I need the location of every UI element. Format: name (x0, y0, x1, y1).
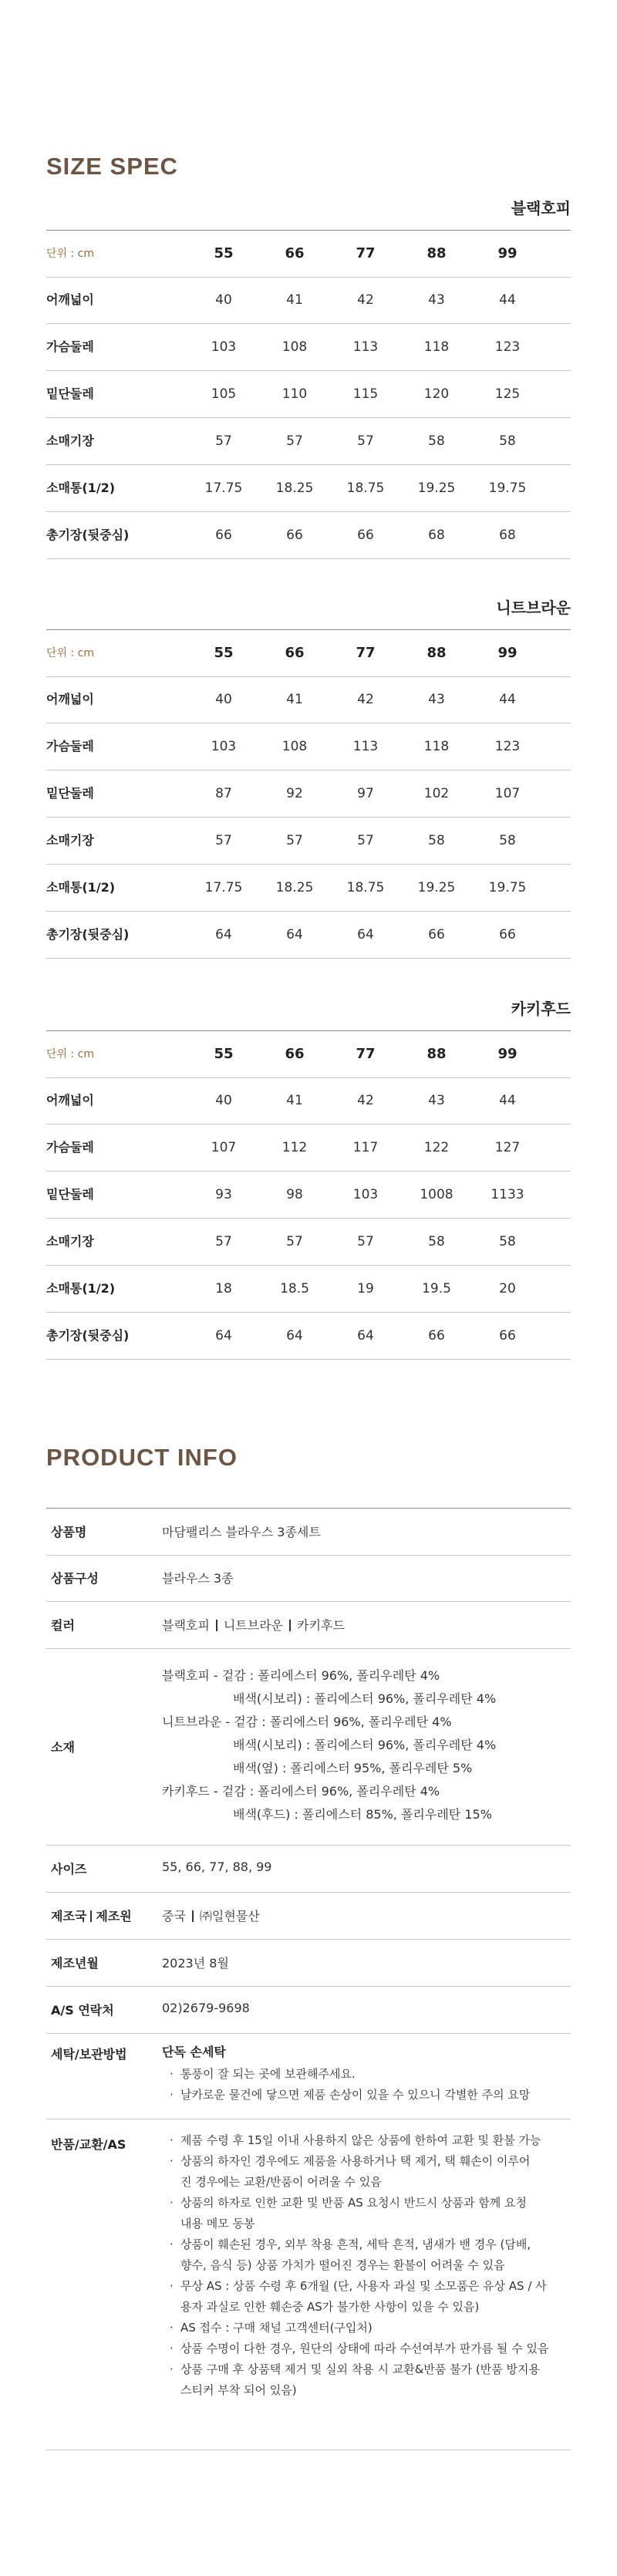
size-value: 58 (499, 433, 516, 449)
return-item (168, 2193, 571, 2234)
size-value: 18 (215, 1281, 232, 1296)
size-column-header: 77 (356, 1046, 376, 1062)
size-value: 122 (423, 1140, 450, 1155)
size-value: 68 (499, 528, 516, 543)
size-value: 64 (215, 1328, 232, 1344)
info-row-maker (46, 1893, 571, 1940)
return-item (168, 2234, 571, 2276)
size-value: 44 (499, 292, 516, 308)
size-value: 105 (211, 386, 237, 402)
manufacture-date: 2023년 8월 (162, 1956, 229, 1971)
info-row-material (46, 1649, 571, 1846)
info-row-return (46, 2119, 571, 2450)
info-row-size (46, 1846, 571, 1893)
size-value: 19.25 (417, 480, 456, 496)
size-value: 18.75 (346, 880, 385, 895)
return-item-line: 향수, 음식 등) 상품 가치가 떨어진 경우는 환불이 어려울 수 있음 (180, 2258, 505, 2272)
product-maker: 중국 ㈜일현물산 (162, 1909, 260, 1924)
product-colors (162, 1616, 571, 1634)
measure-label: 밑단둘레 (46, 386, 94, 401)
size-column-header: 66 (285, 1046, 305, 1062)
care-title: 단독 손세탁 (162, 2045, 226, 2059)
info-label: 상품명 (51, 1525, 87, 1539)
size-value: 19 (357, 1281, 374, 1296)
info-label: 반품/교환/AS (51, 2137, 126, 2152)
size-value: 117 (352, 1140, 379, 1155)
size-value: 18.25 (275, 480, 314, 496)
unit-label: 단위 : cm (46, 1048, 95, 1060)
info-label: 상품구성 (51, 1571, 99, 1586)
measure-label: 가슴둘레 (46, 1140, 94, 1155)
size-value: 115 (352, 386, 379, 402)
separator (216, 1620, 217, 1631)
size-value: 66 (499, 927, 516, 942)
size-value: 57 (286, 433, 303, 449)
info-row-color (46, 1602, 571, 1649)
size-value: 57 (215, 433, 232, 449)
size-value: 66 (215, 528, 232, 543)
return-item-line: · 상품 수명이 다한 경우, 원단의 상태에 따라 수선여부가 판가름 될 수 있음 (180, 2342, 549, 2355)
size-value: 92 (286, 786, 303, 801)
return-item-line: 용자 과실로 인한 훼손중 AS가 불가한 사항이 있을 수 있음) (180, 2300, 480, 2314)
size-value: 98 (286, 1187, 303, 1202)
product-material (162, 1664, 571, 1826)
size-column-header: 99 (497, 245, 518, 261)
size-value: 103 (211, 339, 237, 355)
size-value: 58 (499, 833, 516, 848)
size-value: 19.75 (488, 880, 527, 895)
size-value: 43 (428, 292, 445, 308)
measure-label: 소매통(1/2) (46, 1281, 116, 1296)
size-row (46, 418, 571, 465)
size-table (46, 583, 571, 953)
size-value: 118 (423, 739, 450, 754)
size-value: 41 (286, 1093, 303, 1108)
size-value: 43 (428, 692, 445, 707)
info-label: 사이즈 (51, 1862, 87, 1876)
size-value: 41 (286, 292, 303, 308)
size-column-header: 55 (214, 245, 234, 261)
size-value: 57 (215, 1234, 232, 1249)
size-row (46, 512, 571, 559)
care-method (162, 2041, 571, 2106)
return-item-line: · 상품 구매 후 상품택 제거 및 실외 착용 시 교환&반품 불가 (반품 방지용 (180, 2362, 540, 2376)
size-value: 42 (357, 292, 374, 308)
size-row (46, 865, 571, 912)
size-value: 1008 (420, 1187, 453, 1202)
material-line: 니트브라운 - 겉감 : 폴리에스터 96%, 폴리우레탄 4% (162, 1715, 452, 1729)
size-table (46, 184, 571, 554)
size-value: 66 (428, 927, 445, 942)
size-value: 19.75 (488, 480, 527, 496)
size-value: 102 (423, 786, 450, 801)
measure-label: 어깨넓이 (46, 292, 94, 307)
info-label: 제조국 제조원 (51, 1909, 132, 1924)
size-value: 19.25 (417, 880, 456, 895)
measure-label: 총기장(뒷중심) (46, 927, 130, 942)
size-value: 18.75 (346, 480, 385, 496)
separator (289, 1620, 291, 1631)
return-item-line: 스티커 부착 되어 있음) (180, 2383, 297, 2397)
product-info-title: PRODUCT INFO (46, 1444, 238, 1471)
size-column-header: 88 (427, 245, 447, 261)
size-column-header: 77 (356, 645, 376, 661)
size-column-header: 66 (285, 245, 305, 261)
size-value: 108 (282, 339, 308, 355)
care-item: · 날카로운 물건에 닿으면 제품 손상이 있을 수 있으니 각별한 주의 요망 (168, 2085, 571, 2106)
size-value: 64 (286, 1328, 303, 1344)
size-value: 87 (215, 786, 232, 801)
size-row (46, 1313, 571, 1360)
size-row (46, 1219, 571, 1266)
size-value: 19.5 (422, 1281, 451, 1296)
size-column-header: 99 (497, 1046, 518, 1062)
size-value: 64 (215, 927, 232, 942)
info-label: A/S 연락처 (51, 2003, 114, 2018)
size-table-name: 카키후드 (511, 1000, 571, 1018)
unit-label: 단위 : cm (46, 647, 95, 659)
size-value: 17.75 (204, 480, 243, 496)
size-row (46, 1077, 571, 1124)
return-item-line: · 상품의 하자로 인한 교환 및 반품 AS 요청시 반드시 상품과 함께 요청 (180, 2196, 527, 2210)
size-value: 64 (357, 927, 374, 942)
measure-label: 총기장(뒷중심) (46, 528, 130, 542)
care-item: · 통풍이 잘 되는 곳에 보관해주세요. (168, 2064, 571, 2085)
size-table (46, 984, 571, 1354)
separator (192, 1910, 194, 1922)
product-composition: 블라우스 3종 (162, 1571, 234, 1586)
size-header-row (46, 629, 571, 677)
product-sizes: 55, 66, 77, 88, 99 (162, 1860, 272, 1874)
material-line: 배색(시보리) : 폴리에스터 96%, 폴리우레탄 4% (233, 1738, 497, 1752)
return-item (168, 2276, 571, 2318)
measure-label: 어깨넓이 (46, 1093, 94, 1108)
size-value: 17.75 (204, 880, 243, 895)
size-row (46, 1172, 571, 1219)
color-option: 블랙호피 (162, 1618, 210, 1633)
size-value: 1133 (491, 1187, 524, 1202)
size-table-name: 니트브라운 (496, 598, 571, 617)
measure-label: 소매기장 (46, 833, 94, 848)
return-item-line: · 상품이 훼손된 경우, 외부 착용 흔적, 세탁 흔적, 냄새가 밴 경우 (담배, (180, 2237, 531, 2251)
size-value: 113 (352, 339, 379, 355)
size-value: 66 (499, 1328, 516, 1344)
size-row (46, 723, 571, 770)
info-label: 컬러 (51, 1618, 75, 1633)
size-value: 66 (428, 1328, 445, 1344)
return-item-line: 내용 메모 동봉 (180, 2217, 255, 2230)
size-value: 123 (494, 739, 521, 754)
measure-label: 소매통(1/2) (46, 880, 116, 895)
size-row (46, 912, 571, 959)
return-item (168, 2130, 571, 2151)
size-column-header: 66 (285, 645, 305, 661)
size-value: 40 (215, 1093, 232, 1108)
size-value: 57 (215, 833, 232, 848)
size-value: 103 (211, 739, 237, 754)
measure-label: 밑단둘레 (46, 786, 94, 801)
size-value: 93 (215, 1187, 232, 1202)
measure-label: 어깨넓이 (46, 692, 94, 706)
size-value: 57 (286, 833, 303, 848)
return-item (168, 2318, 571, 2338)
info-row-composition (46, 1555, 571, 1602)
size-value: 44 (499, 1093, 516, 1108)
size-value: 42 (357, 692, 374, 707)
size-value: 68 (428, 528, 445, 543)
size-column-header: 88 (427, 645, 447, 661)
size-column-header: 77 (356, 245, 376, 261)
size-value: 120 (423, 386, 450, 402)
measure-label: 소매기장 (46, 1234, 94, 1249)
size-value: 127 (494, 1140, 521, 1155)
size-value: 125 (494, 386, 521, 402)
measure-label: 총기장(뒷중심) (46, 1328, 130, 1343)
color-option: 카키후드 (297, 1618, 345, 1633)
size-value: 41 (286, 692, 303, 707)
size-column-header: 55 (214, 1046, 234, 1062)
size-row (46, 1124, 571, 1172)
size-value: 42 (357, 1093, 374, 1108)
size-value: 58 (428, 1234, 445, 1249)
size-value: 123 (494, 339, 521, 355)
return-item (168, 2359, 571, 2401)
size-value: 18.5 (280, 1281, 309, 1296)
size-column-header: 55 (214, 645, 234, 661)
info-label: 세탁/보관방법 (51, 2047, 127, 2062)
size-value: 40 (215, 292, 232, 308)
size-value: 57 (286, 1234, 303, 1249)
info-row-as (46, 1987, 571, 2034)
size-row (46, 371, 571, 418)
size-value: 58 (428, 433, 445, 449)
size-row (46, 465, 571, 512)
product-name: 마담팰리스 블라우스 3종세트 (162, 1525, 321, 1539)
return-item-line: · 상품의 하자인 경우에도 제품을 사용하거나 택 제거, 택 훼손이 이루어 (180, 2154, 531, 2168)
material-line: 배색(후드) : 폴리에스터 85%, 폴리우레탄 15% (233, 1807, 492, 1822)
size-value: 40 (215, 692, 232, 707)
size-spec-title: SIZE SPEC (46, 153, 178, 180)
size-value: 108 (282, 739, 308, 754)
size-value: 57 (357, 1234, 374, 1249)
as-phone: 02)2679-9698 (162, 2001, 250, 2015)
return-item (168, 2151, 571, 2193)
size-value: 18.25 (275, 880, 314, 895)
size-value: 110 (282, 386, 308, 402)
material-line: 카키후드 - 겉감 : 폴리에스터 96%, 폴리우레탄 4% (162, 1784, 440, 1799)
color-option: 니트브라운 (223, 1618, 284, 1633)
size-row (46, 818, 571, 865)
size-value: 118 (423, 339, 450, 355)
measure-label: 밑단둘레 (46, 1187, 94, 1202)
size-row (46, 1266, 571, 1313)
size-table-name: 블랙호피 (511, 199, 571, 217)
return-item-line: 진 경우에는 교환/반품이 어려울 수 있음 (180, 2175, 382, 2189)
info-row-care (46, 2034, 571, 2119)
size-value: 97 (357, 786, 374, 801)
info-row-date (46, 1940, 571, 1987)
size-row (46, 324, 571, 371)
return-policy (168, 2130, 571, 2401)
size-value: 58 (428, 833, 445, 848)
size-value: 57 (357, 433, 374, 449)
size-header-row (46, 230, 571, 278)
size-value: 112 (282, 1140, 308, 1155)
size-value: 103 (352, 1187, 379, 1202)
separator (90, 1910, 92, 1922)
size-value: 113 (352, 739, 379, 754)
size-value: 58 (499, 1234, 516, 1249)
return-item-line: · AS 접수 : 구매 채널 고객센터(구입처) (180, 2321, 373, 2335)
size-column-header: 88 (427, 1046, 447, 1062)
info-label: 소재 (51, 1740, 75, 1755)
return-item (168, 2338, 571, 2359)
size-value: 66 (357, 528, 374, 543)
size-value: 107 (494, 786, 521, 801)
size-value: 43 (428, 1093, 445, 1108)
material-line: 블랙호피 - 겉감 : 폴리에스터 96%, 폴리우레탄 4% (162, 1668, 440, 1683)
measure-label: 소매통(1/2) (46, 480, 116, 495)
info-label: 제조년월 (51, 1956, 99, 1971)
return-item-line: · 무상 AS : 상품 수령 후 6개월 (단, 사용자 과실 및 소모품은 유상 AS / 사 (180, 2279, 547, 2293)
size-value: 66 (286, 528, 303, 543)
measure-label: 가슴둘레 (46, 739, 94, 754)
size-column-header: 99 (497, 645, 518, 661)
size-header-row (46, 1030, 571, 1078)
material-line: 배색(시보리) : 폴리에스터 96%, 폴리우레탄 4% (233, 1691, 497, 1706)
size-row (46, 277, 571, 324)
measure-label: 가슴둘레 (46, 339, 94, 354)
size-value: 57 (357, 833, 374, 848)
measure-label: 소매기장 (46, 433, 94, 448)
unit-label: 단위 : cm (46, 248, 95, 260)
info-row-name (46, 1508, 571, 1556)
material-line: 배색(옆) : 폴리에스터 95%, 폴리우레탄 5% (233, 1761, 473, 1775)
size-value: 107 (211, 1140, 237, 1155)
size-row (46, 676, 571, 723)
return-item-line: · 제품 수령 후 15일 이내 사용하지 않은 상품에 한하여 교환 및 환불 가능 (180, 2133, 541, 2147)
size-value: 64 (286, 927, 303, 942)
size-value: 44 (499, 692, 516, 707)
size-row (46, 770, 571, 818)
size-value: 20 (499, 1281, 516, 1296)
size-value: 64 (357, 1328, 374, 1344)
